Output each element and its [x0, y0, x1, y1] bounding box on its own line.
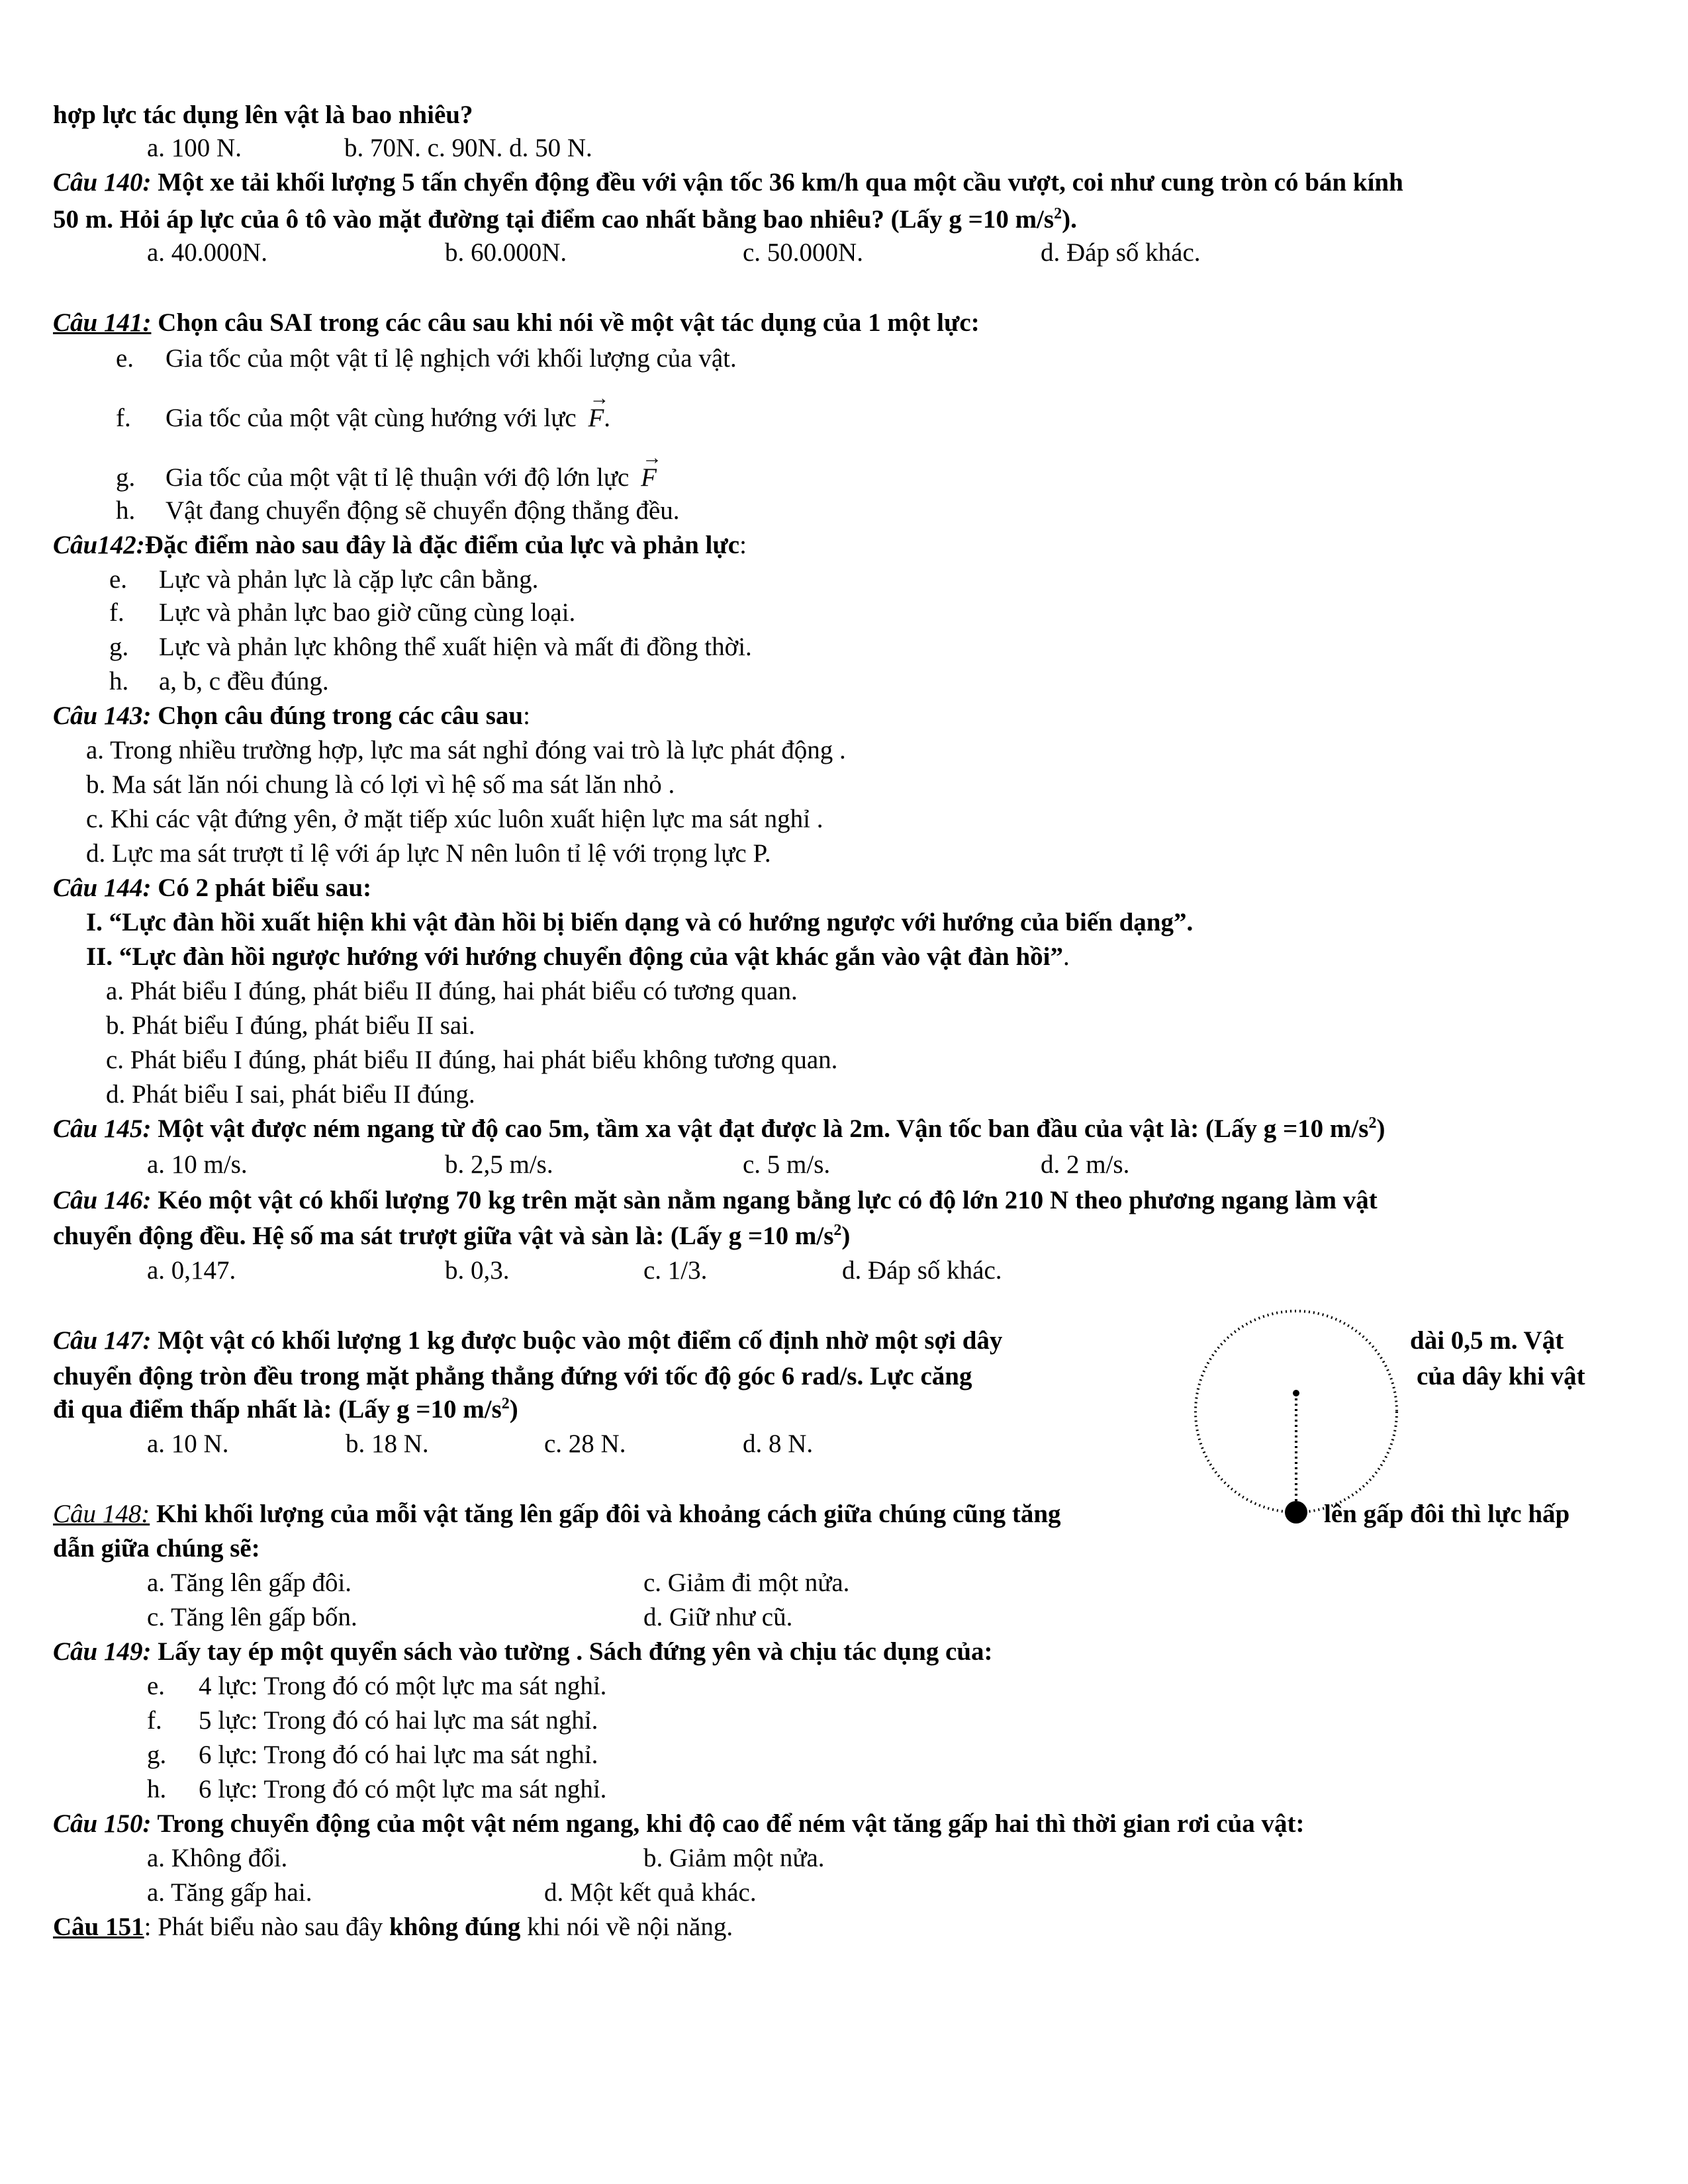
question-140-option-a: a. 40.000N. — [147, 238, 267, 267]
question-148-line2: dẫn giữa chúng sẽ: — [53, 1534, 260, 1563]
question-144-option-b: b. Phát biểu I đúng, phát biểu II sai. — [106, 1011, 475, 1040]
question-140-option-c: c. 50.000N. — [743, 238, 863, 267]
question-150-option-a: a. Không đổi. — [147, 1844, 288, 1872]
question-151-text-2: khi nói về nội năng. — [520, 1913, 733, 1941]
question-142-option-g-letter: g. — [109, 633, 129, 661]
question-144-statement-2: II. “Lực đàn hồi ngược hướng với hướng chuyển động của vật khác gắn vào vật đàn hồi” — [86, 942, 1064, 971]
question-140-text-1: Một xe tải khối lượng 5 tấn chyển động đều với vận tốc 36 km/h qua một cầu vượt, coi như cung tròn có bán kính — [151, 168, 1403, 197]
question-145-option-b: b. 2,5 m/s. — [445, 1150, 553, 1179]
prev-question-stem: hợp lực tác dụng lên vật là bao nhiêu? — [53, 101, 473, 129]
question-149-option-h: 6 lực: Trong đó có một lực ma sát nghỉ. — [199, 1775, 607, 1803]
pivot-point — [1293, 1390, 1299, 1396]
question-142-option-g: Lực và phản lực không thể xuất hiện và mất đi đồng thời. — [159, 633, 752, 661]
question-147-option-d: d. 8 N. — [743, 1430, 814, 1458]
question-144-label: Câu 144: — [53, 874, 152, 902]
question-141-option-f-end: . — [604, 404, 611, 432]
prev-option-a: a. 100 N. — [147, 134, 242, 162]
question-144-option-d: d. Phát biểu I sai, phát biểu II đúng. — [106, 1080, 475, 1109]
question-146-text-1: Kéo một vật có khối lượng 70 kg trên mặt sàn nằm ngang bằng lực có độ lớn 210 N theo phương ngang làm vật — [151, 1186, 1378, 1214]
question-146-line2 — [53, 1219, 850, 1253]
question-150-option-d: d. Một kết quả khác. — [544, 1878, 757, 1907]
question-145-stem-end: ) — [1376, 1115, 1385, 1143]
superscript: 2 — [833, 1222, 842, 1239]
question-142-option-h: a, b, c đều đúng. — [159, 667, 329, 696]
question-142-option-f: Lực và phản lực bao giờ cũng cùng loại. — [159, 598, 576, 627]
question-150-option-b: b. Giảm một nửa. — [643, 1844, 825, 1872]
question-146-label: Câu 146: — [53, 1186, 152, 1214]
force-vector-symbol: → F — [641, 461, 657, 495]
question-140-line1 — [53, 165, 1403, 200]
question-145-label: Câu 145: — [53, 1115, 152, 1143]
question-144-option-a: a. Phát biểu I đúng, phát biểu II đúng, hai phát biểu có tương quan. — [106, 977, 798, 1005]
question-146-text-2: chuyển động đều. Hệ số ma sát trượt giữa vật và sàn là: (Lấy g =10 m/s — [53, 1222, 834, 1250]
question-146-option-d: d. Đáp số khác. — [842, 1256, 1002, 1285]
question-144-stem: Có 2 phát biểu sau: — [151, 874, 372, 902]
question-140-line2 — [53, 203, 1077, 237]
question-150-option-a2: a. Tăng gấp hai. — [147, 1878, 312, 1907]
question-145-stem: Một vật được ném ngang từ độ cao 5m, tầm xa vật đạt được là 2m. Vận tốc ban đầu của vật là: (Lấy g =10 m/s — [151, 1115, 1369, 1143]
question-149-option-g-letter: g. — [147, 1741, 167, 1769]
question-143-option-b: b. Ma sát lăn nói chung là có lợi vì hệ số ma sát lăn nhỏ . — [86, 770, 675, 799]
question-143-stem-line — [53, 699, 530, 733]
question-140-option-d: d. Đáp số khác. — [1041, 238, 1201, 267]
question-147-text-4: ) — [509, 1395, 518, 1424]
question-142-option-e: Lực và phản lực là cặp lực cân bằng. — [159, 565, 539, 594]
circle-path — [1196, 1311, 1397, 1512]
question-142-stem: Đặc điểm nào sau đây là đặc điểm của lực và phản lực — [144, 531, 740, 559]
question-141-option-g: Gia tốc của một vật tỉ lệ thuận với độ lớn lực — [165, 463, 630, 492]
question-140-text-3: ). — [1062, 205, 1077, 234]
question-142-option-h-letter: h. — [109, 667, 129, 696]
question-147-line2: chuyển động tròn đều trong mặt phẳng thẳng đứng với tốc độ góc 6 rad/s. Lực căng — [53, 1362, 972, 1390]
question-151-stem-line — [53, 1910, 733, 1944]
question-148-option-a: a. Tăng lên gấp đôi. — [147, 1569, 352, 1597]
question-146-option-a: a. 0,147. — [147, 1256, 236, 1285]
question-141-option-e: Gia tốc của một vật tỉ lệ nghịch với khối lượng của vật. — [165, 344, 737, 373]
question-149-stem-line — [53, 1635, 993, 1669]
question-145-option-c: c. 5 m/s. — [743, 1150, 831, 1179]
question-148-option-d: d. Giữ như cũ. — [643, 1603, 793, 1631]
question-144-statement-2-end: . — [1063, 942, 1070, 971]
question-146-option-b: b. 0,3. — [445, 1256, 510, 1285]
question-149-option-e-letter: e. — [147, 1672, 165, 1700]
question-145-option-a: a. 10 m/s. — [147, 1150, 248, 1179]
question-148-option-c1: c. Giảm đi một nửa. — [643, 1569, 850, 1597]
question-147-line1-right: dài 0,5 m. Vật — [1410, 1326, 1564, 1355]
question-143-colon: : — [523, 702, 530, 730]
question-141-stem-line — [53, 306, 980, 340]
question-141-option-h-letter: h. — [116, 496, 136, 525]
question-151-label: Câu 151 — [53, 1913, 144, 1941]
question-141-option-f: Gia tốc của một vật cùng hướng với lực — [165, 404, 577, 432]
question-148-option-c2: c. Tăng lên gấp bốn. — [147, 1603, 357, 1631]
question-147-option-c: c. 28 N. — [544, 1430, 626, 1458]
question-148-line1-right: lên gấp đôi thì lực hấp — [1324, 1500, 1570, 1528]
question-149-option-f: 5 lực: Trong đó có hai lực ma sát nghỉ. — [199, 1706, 598, 1735]
question-141-option-f-line — [165, 401, 610, 435]
question-151-emphasis: không đúng — [389, 1913, 521, 1941]
question-145-stem-line — [53, 1112, 1385, 1146]
question-141-option-g-line — [165, 461, 657, 495]
question-142-colon: : — [739, 531, 747, 559]
question-144-statement-1: I. “Lực đàn hồi xuất hiện khi vật đàn hồi bị biến dạng và có hướng ngược với hướng của biến dạng”. — [86, 908, 1194, 936]
question-147-option-b: b. 18 N. — [346, 1430, 429, 1458]
question-147-line1 — [53, 1324, 1002, 1358]
question-147-label: Câu 147: — [53, 1326, 152, 1355]
question-149-stem: Lấy tay ép một quyển sách vào tường . Sách đứng yên và chịu tác dụng của: — [151, 1637, 993, 1666]
question-149-option-g: 6 lực: Trong đó có hai lực ma sát nghỉ. — [199, 1741, 598, 1769]
question-140-text-2: 50 m. Hỏi áp lực của ô tô vào mặt đường tại điểm cao nhất bằng bao nhiêu? (Lấy g =10 m/s — [53, 205, 1055, 234]
question-143-option-a: a. Trong nhiều trường hợp, lực ma sát nghỉ đóng vai trò là lực phát động . — [86, 736, 846, 764]
question-149-option-e: 4 lực: Trong đó có một lực ma sát nghỉ. — [199, 1672, 607, 1700]
question-142-label: Câu142: — [53, 531, 145, 559]
question-150-stem: Trong chuyển động của một vật ném ngang, khi độ cao để ném vật tăng gấp hai thì thời gian rơi của vật: — [151, 1809, 1305, 1838]
question-141-option-e-letter: e. — [116, 344, 134, 373]
prev-options-bcd: b. 70N. c. 90N. d. 50 N. — [344, 134, 592, 162]
question-143-stem: Chọn câu đúng trong các câu sau — [151, 702, 524, 730]
question-148-line1 — [53, 1497, 1061, 1531]
question-147-line3 — [53, 1392, 518, 1427]
question-147-text-1: Một vật có khối lượng 1 kg được buộc vào một điểm cố định nhờ một sợi dây — [151, 1326, 1003, 1355]
question-142-stem-line — [53, 528, 747, 563]
question-141-label: Câu 141: — [53, 308, 152, 337]
question-149-option-h-letter: h. — [147, 1775, 167, 1803]
question-144-stem-line — [53, 871, 371, 905]
question-141-option-f-letter: f. — [116, 404, 131, 432]
superscript: 2 — [1368, 1115, 1377, 1132]
mass-ball — [1285, 1501, 1307, 1524]
superscript: 2 — [1054, 205, 1062, 222]
question-144-option-c: c. Phát biểu I đúng, phát biểu II đúng, hai phát biểu không tương quan. — [106, 1046, 838, 1074]
question-146-option-c: c. 1/3. — [643, 1256, 708, 1285]
question-143-label: Câu 143: — [53, 702, 152, 730]
question-150-stem-line — [53, 1807, 1305, 1841]
question-141-option-g-letter: g. — [116, 463, 136, 492]
question-146-line1 — [53, 1183, 1378, 1218]
question-147-option-a: a. 10 N. — [147, 1430, 229, 1458]
question-141-stem: Chọn câu SAI trong các câu sau khi nói về một vật tác dụng của 1 một lực: — [151, 308, 980, 337]
question-142-option-f-letter: f. — [109, 598, 124, 627]
question-140-label: Câu 140: — [53, 168, 152, 197]
question-146-text-3: ) — [841, 1222, 851, 1250]
question-151-text-1: : Phát biểu nào sau đây — [144, 1913, 390, 1941]
force-vector-symbol: → F — [588, 401, 604, 435]
question-144-statement-2-line — [86, 940, 1070, 974]
question-147-text-3: đi qua điểm thấp nhất là: (Lấy g =10 m/s — [53, 1395, 502, 1424]
question-143-option-c: c. Khi các vật đứng yên, ở mặt tiếp xúc luôn xuất hiện lực ma sát nghỉ . — [86, 805, 823, 833]
question-143-option-d: d. Lực ma sát trượt tỉ lệ với áp lực N nên luôn tỉ lệ với trọng lực P. — [86, 839, 771, 868]
question-150-label: Câu 150: — [53, 1809, 152, 1838]
superscript: 2 — [501, 1395, 510, 1412]
question-148-label: Câu 148: — [53, 1500, 150, 1528]
question-140-option-b: b. 60.000N. — [445, 238, 567, 267]
question-149-option-f-letter: f. — [147, 1706, 162, 1735]
question-145-option-d: d. 2 m/s. — [1041, 1150, 1130, 1179]
circular-motion-diagram — [1178, 1294, 1417, 1532]
question-149-label: Câu 149: — [53, 1637, 152, 1666]
question-147-line2-right: của dây khi vật — [1417, 1362, 1585, 1390]
question-142-option-e-letter: e. — [109, 565, 128, 594]
question-141-option-h: Vật đang chuyển động sẽ chuyển động thẳng đều. — [165, 496, 680, 525]
question-148-text-1: Khi khối lượng của mỗi vật tăng lên gấp đôi và khoảng cách giữa chúng cũng tăng — [150, 1500, 1061, 1528]
